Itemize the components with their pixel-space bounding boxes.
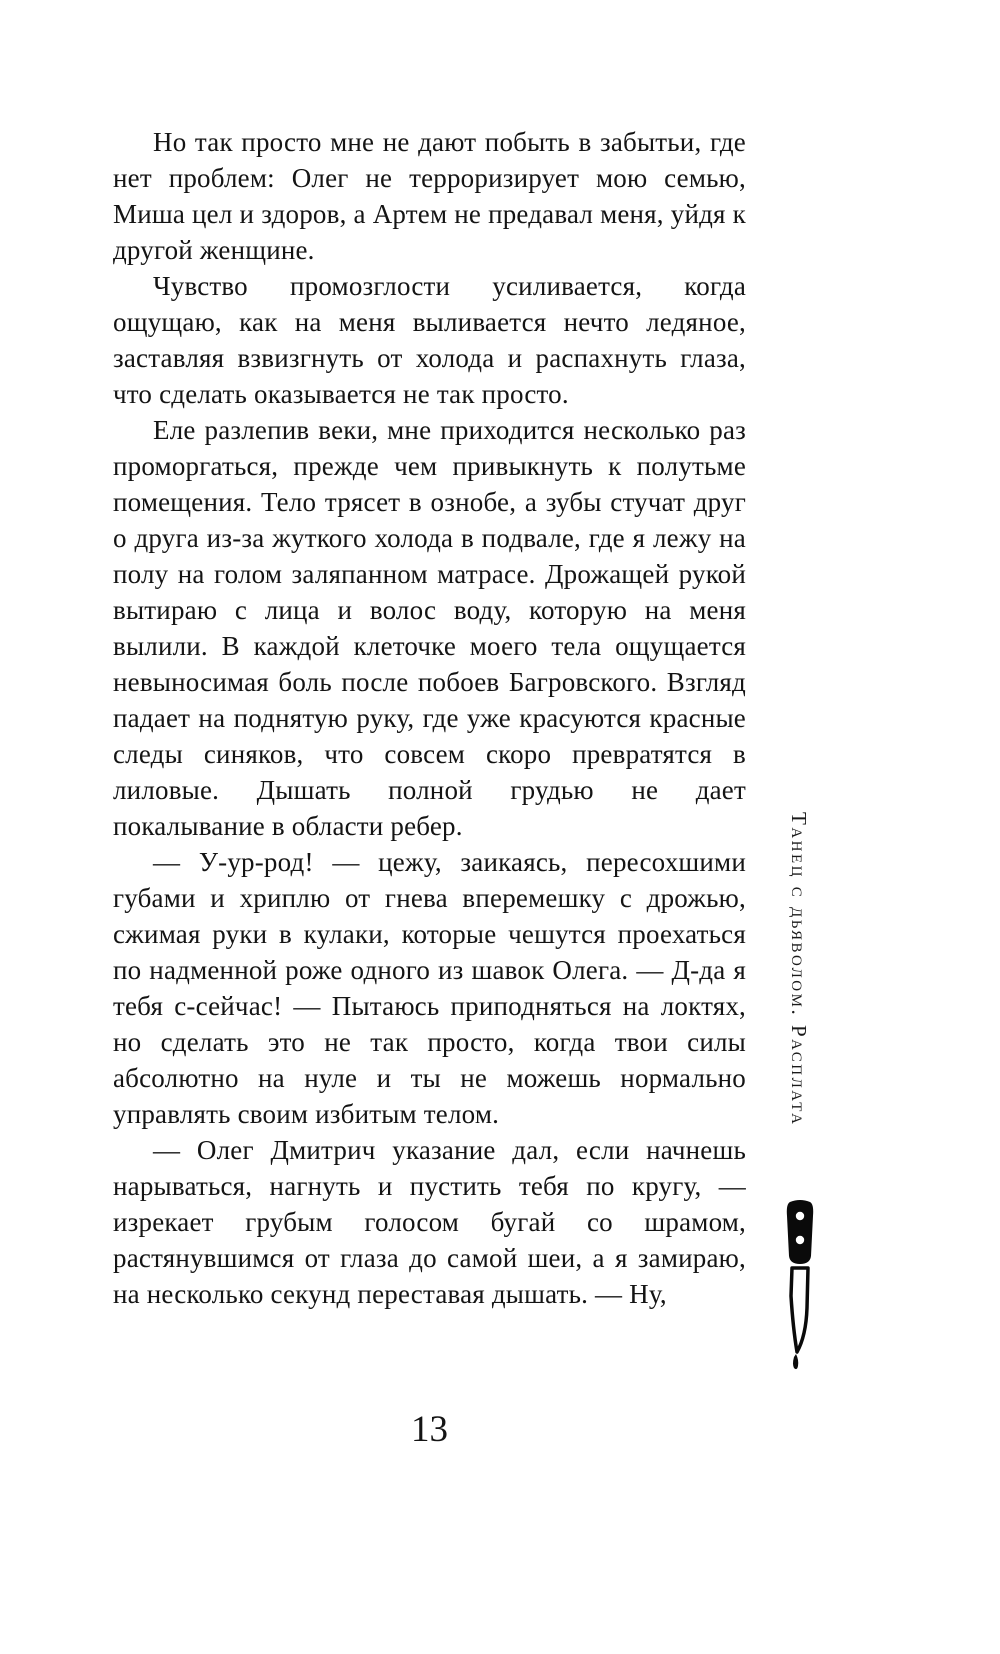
knife-icon [778, 1200, 822, 1372]
running-title: Танец с дьяволом. Расплата [787, 812, 811, 1127]
paragraph: Чувство промозглости усиливается, когда ощущаю, как на меня выливается нечто ледяное, заставляя взвизгнуть от холода и распахнуть глаза, что сделать оказывается не так просто. [113, 271, 746, 409]
page-number: 13 [411, 1409, 448, 1450]
paragraph: — У-ур-род! — цежу, заикаясь, пересохшими губами и хриплю от гнева вперемешку с дрожью, сжимая руки в кулаки, которые чешутся проехаться по надменной роже одного из шавок Олега. — Д-да я тебя с-сейчас! — Пытаюсь приподняться на локтях, но сделать это не так просто, когда твои силы абсолютно на нуле и ты не можешь нормально управлять своим избитым телом. [113, 847, 746, 1129]
paragraph: — Олег Дмитрич указание дал, если начнешь нарываться, нагнуть и пустить тебя по кругу, — изрекает грубым голосом бугай со шрамом, растянувшимся от глаза до самой шеи, а я замираю, на несколько секунд переставая дышать. — Ну, [113, 1135, 746, 1309]
paragraph: Еле разлепив веки, мне приходится несколько раз проморгаться, прежде чем привыкнуть к полутьме помещения. Тело трясет в ознобе, а зубы стучат друг о друга из-за жуткого холода в подвале, где я лежу на полу на голом заляпанном матрасе. Дрожащей рукой вытираю с лица и волос воду, которую на меня вылили. В каждой клеточке моего тела ощущается невыносимая боль после побоев Багровского. Взгляд падает на поднятую руку, где уже красуются красные следы синяков, что совсем скоро превратятся в лиловые. Дышать полной грудью не дает покалывание в области ребер. [113, 415, 746, 841]
body-text [113, 124, 746, 1312]
paragraph: Но так просто мне не дают побыть в забытьи, где нет проблем: Олег не терроризирует мою семью, Миша цел и здоров, а Артем не предавал меня, уйдя к другой женщине. [113, 127, 746, 265]
